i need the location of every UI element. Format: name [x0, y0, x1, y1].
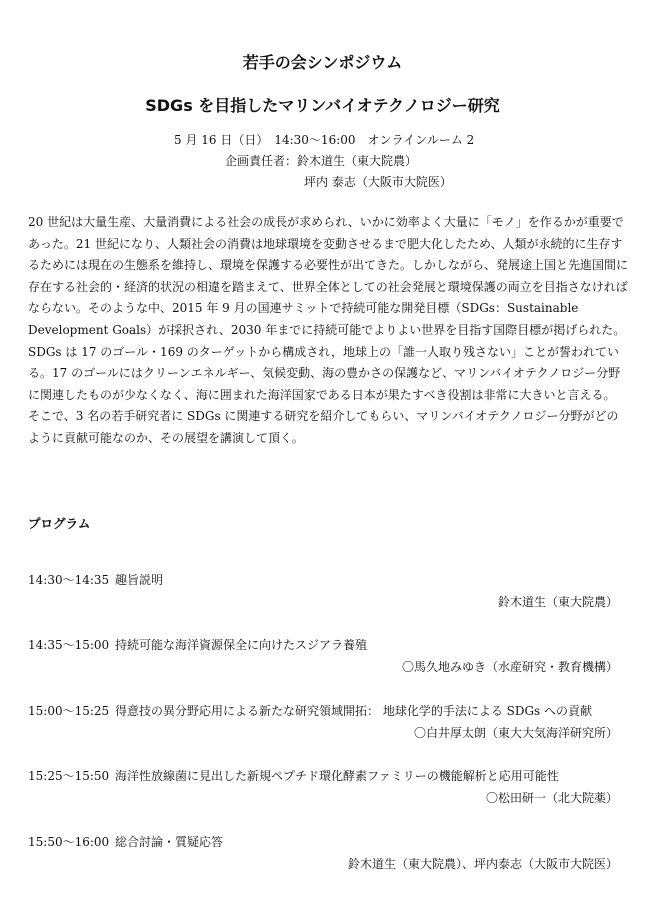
program-item [28, 636, 618, 676]
program-item [28, 702, 618, 742]
symposium-title: 若手の会シンポジウム [242, 53, 403, 72]
program-time: 14:30～14:35 [28, 573, 110, 587]
program-item [28, 571, 618, 611]
program-title: 海洋性放線菌に見出した新規ペプチド環化酵素ファミリーの機能解析と応用可能性 [115, 769, 559, 783]
organizer-name-2: 坪内 泰志（大阪市大院医） [304, 175, 452, 189]
session-datetime: 5 月 16 日（日） 14:30～16:00 オンラインルーム 2 [174, 133, 475, 147]
program-speaker: 〇白井厚太朗（東大大気海洋研究所） [413, 726, 618, 740]
organizer-name-1: 鈴木道生（東大院農） [297, 154, 418, 168]
program-time: 15:00～15:25 [28, 704, 110, 718]
program-time: 15:50～16:00 [28, 835, 110, 849]
program-heading: プログラム [28, 516, 91, 531]
program-title: 得意技の異分野応用による新たな研究領域開拓： 地球化学的手法による SDGs への貢献 [115, 704, 593, 718]
program-time: 14:35～15:00 [28, 638, 110, 652]
session-title: SDGs を目指したマリンバイオテクノロジー研究 [145, 96, 500, 115]
abstract-paragraph-1: 20 世紀は大量生産、大量消費による社会の成長が求められ、いかに効率よく大量に「モノ」を作るかが重要であった。21 世紀になり、人類社会の消費は地球環境を変動させるまで肥大化したため、人類が永続的に生存するためには現在の生態系を維持し、環境を保護する必要性が出てきた。しかしながら、発展途上国と先進国間に存在する社会的・経済的状況の相違を踏まえて、世界全体としての社会発展と環境保護の両立を目指さなければならない。そのような中、2015 年 9 月の国連サミットで持続可能な開発目標（SDGs：Sustainable Development Goals）が採択され、2030 年までに持続可能でよりよい世界を目指す国際目標が掲げられた。SDGs は 17 のゴール・169 のターゲットから構成され，地球上の「誰一人取り残さない」ことが誓われている。17 のゴールにはクリーンエネルギー、気候変動、海の豊かさの保護など、マリンバイオテクノロジー分野に関連したものが少なくなく、海に囲まれた海洋国家である日本が果たすべき役割は非常に大きいと言える。 [28, 215, 629, 402]
program-title: 趣旨説明 [115, 573, 164, 587]
program-speaker: 〇松田研一（北大院薬） [485, 791, 618, 805]
program-item [28, 833, 618, 873]
program-speaker: 〇馬久地みゆき（水産研究・教育機構） [401, 660, 618, 674]
session-abstract [28, 212, 628, 450]
program-title: 総合討論・質疑応答 [115, 835, 224, 849]
program-time: 15:25～15:50 [28, 769, 110, 783]
program-speaker: 鈴木道生（東大院農）、坪内泰志（大阪市大院医） [347, 857, 618, 871]
abstract-paragraph-2: そこで、3 名の若手研究者に SDGs に関連する研究を紹介してもらい、マリンバイオテクノロジー分野がどのように貢献可能なのか、その展望を講演して頂く。 [28, 409, 619, 445]
program-item [28, 767, 618, 807]
program-speaker: 鈴木道生（東大院農） [497, 595, 618, 609]
program-title: 持続可能な海洋資源保全に向けたスジアラ養殖 [115, 638, 368, 652]
organizers-label: 企画責任者： [225, 154, 298, 168]
organizer-line-1 [225, 152, 417, 170]
